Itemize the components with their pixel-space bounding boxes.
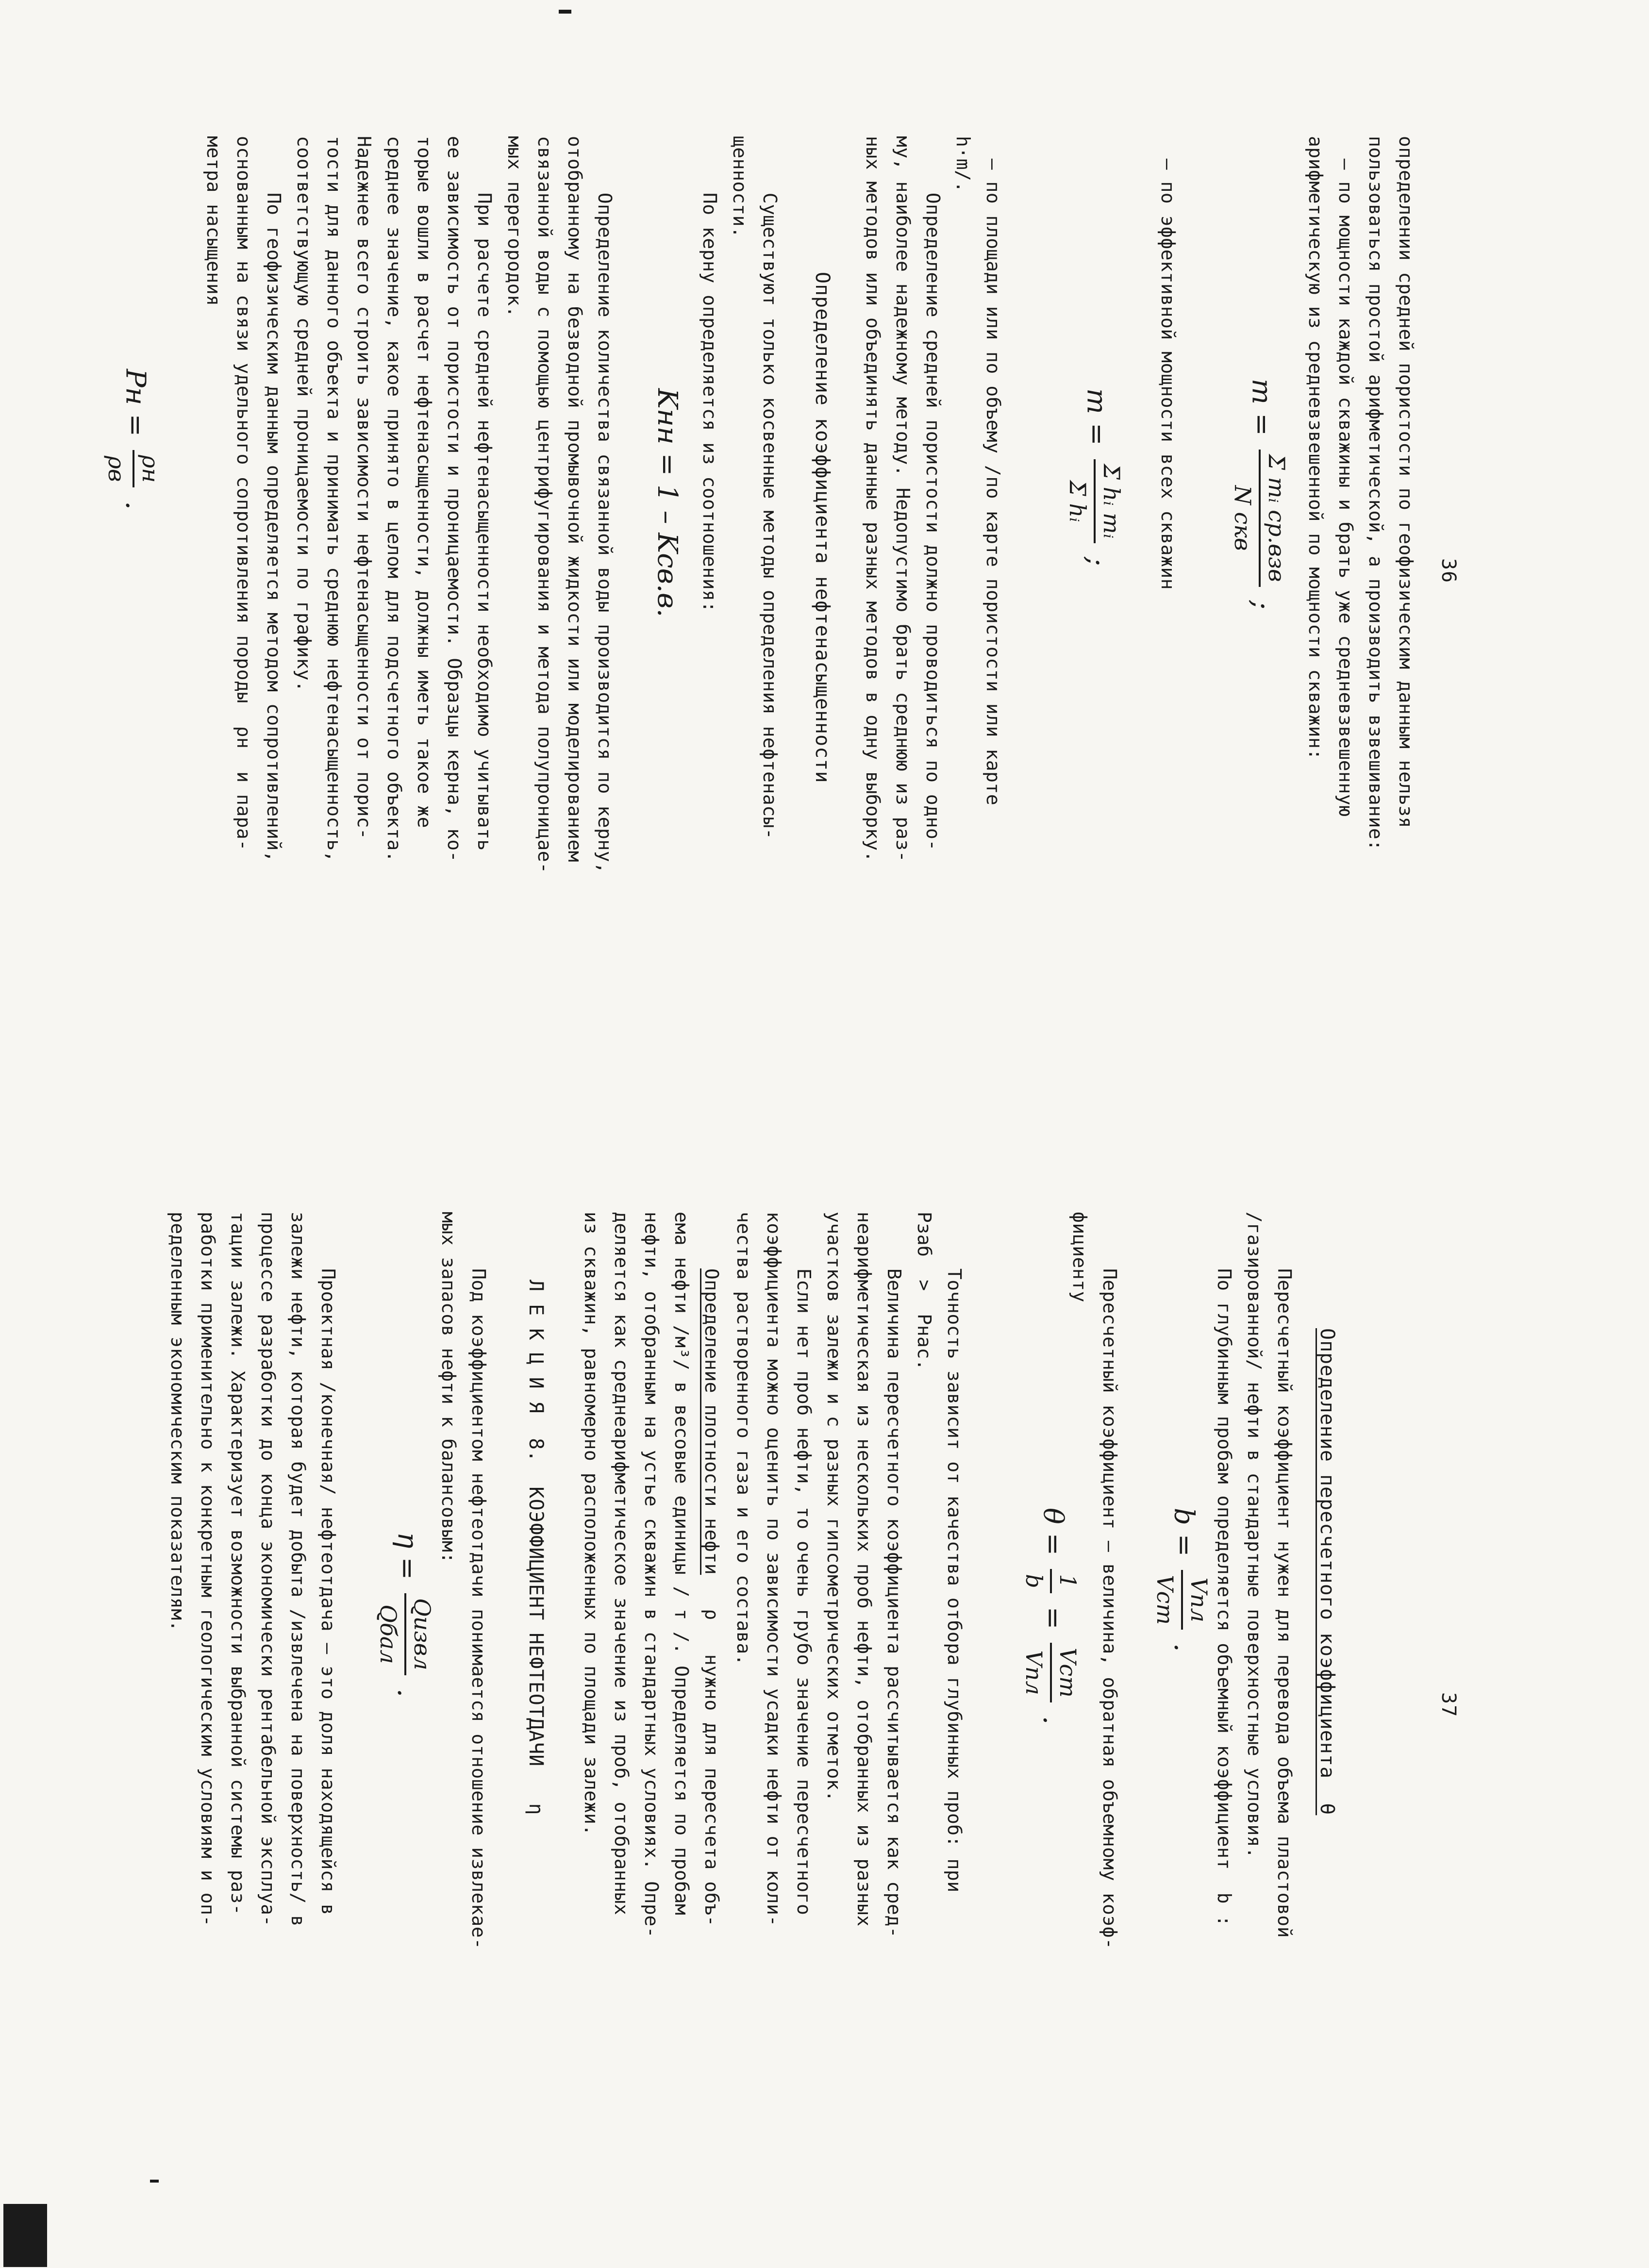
paragraph-indirect-methods: Существуют только косвенные методы определения нефтенасы- щенности. По керну определяется из соотношения: [699,136,781,840]
paragraph-area-volume: – по площади или по объему /по карте пористости или карте h·m/. Определение средней пористости должно проводиться по одно- му, наиболее надежному методу. Недопустимо брать среднюю из раз- ных методов или объединять данные разных методов в одну выборку. [862,136,1004,863]
paragraph-effective-thickness: – по эффективной мощности всех скважин [1157,136,1179,590]
scan-speck [559,10,571,14]
formula-weighted-average: m = Σ mᵢ ср.взв N скв ; [1230,379,1290,610]
formula-recovery-factor: η = Qизвл Qбал . [375,1532,435,1698]
scan-edge-mark [3,2204,47,2267]
section-heading-recalculation: Определение пересчетного коэффициента θ [1316,1328,1338,1816]
section-heading-oil-saturation: Определение коэффициента нефтенасыщенности [811,272,833,784]
paragraph-recalc-purpose: Пересчетный коэффициент нужен для перевода объема пластовой /газированной/ нефти в стандартные поверхностные условия. По глубинным пробам определяется объемный коэффициент b : [1214,1212,1295,1938]
page-37 [0,1134,1649,2268]
paragraph-weighting: определении средней пористости по геофизическим данным нельзя пользоваться простой арифметической, а производить взвешивание: – по мощности каждой скважины и брать уже средневзвешенную арифметическую из средневзвешенной по мощности скважин: [1305,136,1416,851]
formula-volume-factor: b = Vпл Vст . [1152,1508,1212,1652]
formula-saturation-parameter: Pн = ρн ρв . [103,369,164,510]
oil-density-lead: Определение плотности нефти [701,1268,722,1575]
paragraph-recalc-inverse: Пересчетный коэффициент – величина, обратная объемному коэф- фициенту [1069,1212,1120,1950]
oil-density-text: ρ нужно для пересчета объ- ема нефти /м³/ в весовые единицы / т /. Определяется по пробам нефти, отобранным на устье скважин в стандартных условиях. Опре- деляется как среднеарифметическое значение из проб, отобранных из скважин, равномерно расположенных по площади залежи. [581,1212,722,1938]
paragraph-accuracy: Точность зависит от качества отбора глубинных проб: при Pзаб > Pнас. Величина пересчетного коэффициента рассчитывается как сред- неарифметическая из нескольких проб нефти, отобранных из разных участков залежи и с разных гипсометрических отметок. Если нет проб нефти, то очень грубо значение пересчетного коэффициента можно оценить по зависимости усадки нефти от коли- чества растворенного газа и его состава. [733,1212,965,1938]
page-number: 36 [1437,558,1460,584]
formula-effective-average: m = Σ hᵢ mᵢ Σ hᵢ ; [1065,388,1125,566]
formula-recalc-coefficient: θ = 1 b = Vст Vпл . [1021,1508,1081,1725]
paragraph-project-recovery: Проектная /конечная/ нефтеотдача – это доля находящейся в залежи нефти, которая будет добыта /извлечена на поверхность/ в процессе разработки до конца экономически рентабельной эксплуа- тации залежи. Характеризует возможности выбранной системы раз- работки применительно к конкретным геологическим условиям и оп- ределенным экономическим показателям. [167,1212,339,1927]
paragraph-recovery-definition: Под коэффициентом нефтеотдачи понимается отношение извлекае- мых запасов нефти к балансовым: [438,1212,489,1950]
lecture-heading: Л Е К Ц И Я 8. КОЭФФИЦИЕНТ НЕФТЕОТДАЧИ η [525,1280,547,1816]
paragraph-oil-density [576,1212,727,1938]
paragraph-bound-water: Определение количества связанной воды производится по керну, отобранному на безводной промывочной жидкости или моделированием связанной воды с помощью центрифугирования и метода полупроницае- мых перегородок. При расчете средней нефтенасыщенности необходимо учитывать ее зависимость от пористости и проницаемости. Образцы керна, ко- торые вошли в расчет нефтенасыщенности, должны иметь такое же среднее значение, какое принято в целом для подсчетного объекта. Надежнее всего строить зависимости нефтенасыщенности от порис- тости для данного объекта и принимать среднюю нефтенасыщенность, соответствующую средней проницаемости по графику. По геофизическим данным определяется методом сопротивлений, основанным на связи удельного сопротивления породы ρн и пара- метра насыщения [203,136,616,874]
page-number: 37 [1437,1692,1460,1718]
scan-speck [150,2180,159,2183]
formula-oil-saturation: Kнн = 1 – Kсв.в. [651,388,683,617]
